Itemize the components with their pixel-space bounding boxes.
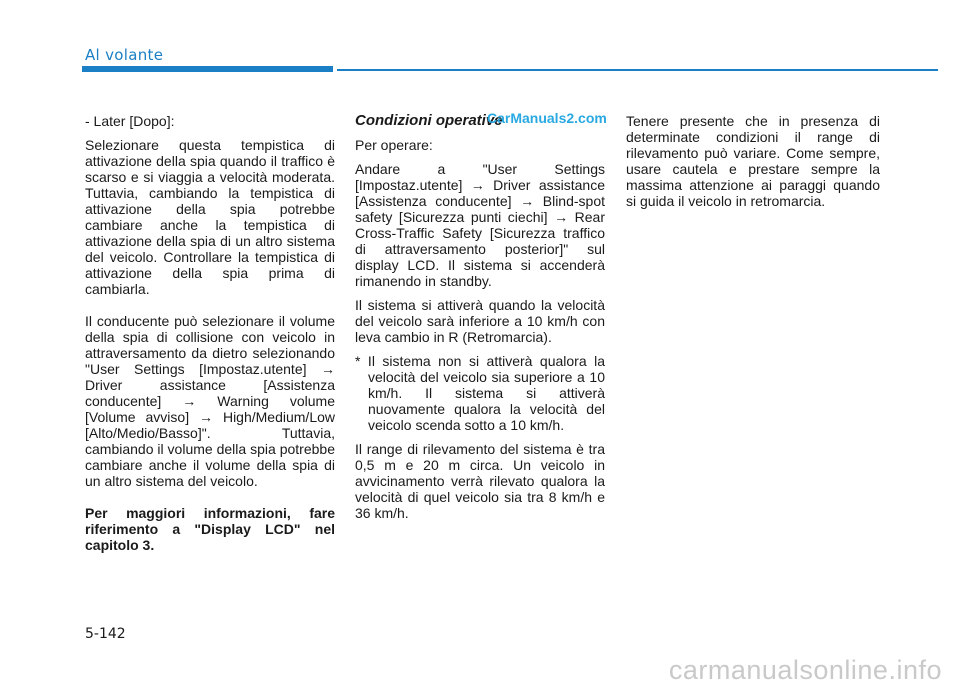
col2-settings-path: Andare a "User Settings [Impostaz.utente] → Driver assistance [Assistenza conducente] → Blind-spot safety [Sicurezza punti ciechi] → Rear Cross-Traffic Safety [Sicurezza traffico di attraversamento posterior]" sul display LCD. Il sistema si accenderà rimanendo in standby. [355, 161, 605, 289]
col2-activation: Il sistema si attiverà quando la velocità del veicolo sarà inferiore a 10 km/h con leva cambio in R (Retromarcia). [355, 297, 605, 345]
col2-to-operate: Per operare: [355, 137, 433, 153]
col3-caution: Tenere presente che in presenza di determinate condizioni il range di rilevamento può variare. Come sempre, usare cautela e prestare sempre la massima attenzione ai paraggi quando si guida il veicolo in retromarcia. [626, 113, 880, 209]
column-3 [626, 113, 880, 217]
watermark-carmanuals2[interactable]: CarManuals2.com [487, 110, 607, 126]
page-header-title: Al volante [85, 46, 164, 64]
col1-later-option: - Later [Dopo]: [85, 113, 175, 129]
footer-watermark[interactable]: carmanualsonline.info [668, 655, 942, 685]
header-rule-thick [82, 66, 333, 72]
column-1 [85, 113, 335, 561]
column-2 [355, 113, 605, 529]
col1-reference-note: Per maggiori informazioni, fare riferimento a "Display LCD" nel capitolo 3. [85, 505, 335, 553]
col1-later-description: Selezionare questa tempistica di attivazione della spia quando il traffico è scarso e si viaggia a velocità moderata. Tuttavia, cambiando la tempistica di attivazione della spia potrebbe cambiare anche la tempistica di attivazione della spia di un altro sistema del veicolo. Controllare la tempistica di attivazione della spia prima di cambiarla. [85, 137, 335, 297]
header-rule-thin [337, 69, 938, 71]
col1-volume-description: Il conducente può selezionare il volume della spia di collisione con veicolo in attraversamento da dietro selezionando "User Settings [Impostaz.utente] → Driver assistance [Assistenza conducente] → Warning volume [Volume avviso] → High/Medium/Low [Alto/Medio/Basso]". Tuttavia, cambiando il volume della spia potrebbe cambiare anche il volume della spia di un altro sistema del veicolo. [85, 313, 335, 489]
page-number: 5-142 [85, 626, 126, 642]
col2-detection-range: Il range di rilevamento del sistema è tra 0,5 m e 20 m circa. Un veicolo in avvicinamento verrà rilevato qualora la velocità di quel veicolo sia tra 8 km/h e 36 km/h. [355, 441, 605, 521]
col2-speed-note: * Il sistema non si attiverà qualora la velocità del veicolo sia superiore a 10 km/h. Il sistema si attiverà nuovamente qualora la velocità del veicolo scenda sotto a 10 km/h. [355, 353, 605, 433]
section-heading-operating-conditions: Condizioni operative [355, 112, 503, 129]
